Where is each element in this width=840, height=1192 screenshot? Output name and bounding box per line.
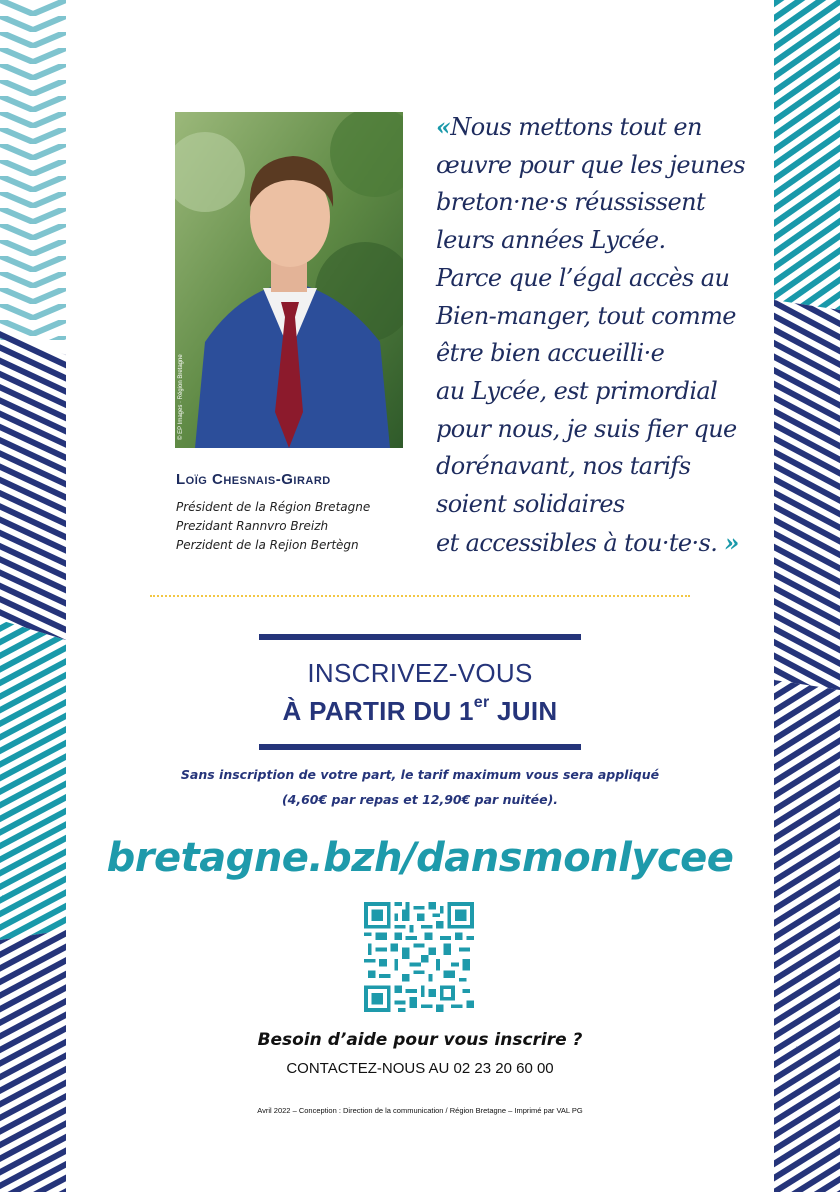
quote-line: leurs années Lycée. — [436, 226, 666, 255]
help-question: Besoin d’aide pour vous inscrire ? — [257, 1030, 583, 1050]
top-rule — [259, 634, 581, 640]
contact-phone: CONTACTEZ-NOUS AU 02 23 20 60 00 — [286, 1060, 554, 1077]
quote-open-mark: « — [436, 112, 451, 141]
person-role-fr: Président de la Région Bretagne — [176, 500, 371, 514]
tariff-prices: (4,60€ par repas et 12,90€ par nuitée). — [281, 792, 559, 807]
bottom-rule — [259, 744, 581, 750]
quote-line: pour nous, je suis fier que — [436, 414, 737, 443]
quote-line: être bien accueilli·e — [436, 339, 665, 368]
quote-line: et accessibles à tou·te·s. — [436, 528, 718, 557]
left-striped-border — [0, 0, 66, 1192]
quote-line: œuvre pour que les jeunes — [436, 150, 745, 179]
quote-line: Nous mettons tout en — [450, 113, 702, 141]
quote-block — [436, 108, 766, 562]
photo-credit: © EP Images · Région Bretagne — [178, 354, 184, 440]
quote-line: Parce que l’égal accès au — [436, 263, 730, 292]
right-striped-border — [774, 0, 840, 1192]
register-date: À PARTIR DU 1er JUIN — [282, 694, 558, 726]
person-role-br: Prezidant Rannvro Breizh — [176, 519, 329, 533]
portrait-photo — [175, 112, 403, 448]
person-name: Loïg Chesnais-Girard — [176, 471, 331, 488]
person-role-gallo: Perzident de la Rejion Bertègn — [176, 538, 359, 552]
dotted-divider — [150, 595, 690, 597]
quote-line: dorénavant, nos tarifs — [436, 452, 691, 481]
quote-close-mark: » — [724, 527, 739, 557]
quote-line: breton·ne·s réussissent — [436, 188, 706, 217]
register-heading: INSCRIVEZ-VOUS — [307, 658, 533, 688]
tariff-note: Sans inscription de votre part, le tarif maximum vous sera appliqué — [180, 767, 660, 782]
quote-line: Bien-manger, tout comme — [436, 301, 736, 330]
credits-footer: Avril 2022 – Conception : Direction de la communication / Région Bretagne – Imprimé par VAL PG — [257, 1106, 583, 1115]
qr-code[interactable] — [364, 902, 474, 1012]
quote-line: au Lycée, est primordial — [436, 376, 718, 405]
quote-line: soient solidaires — [436, 490, 625, 519]
website-link[interactable]: bretagne.bzh/dansmonlycee — [106, 835, 734, 881]
